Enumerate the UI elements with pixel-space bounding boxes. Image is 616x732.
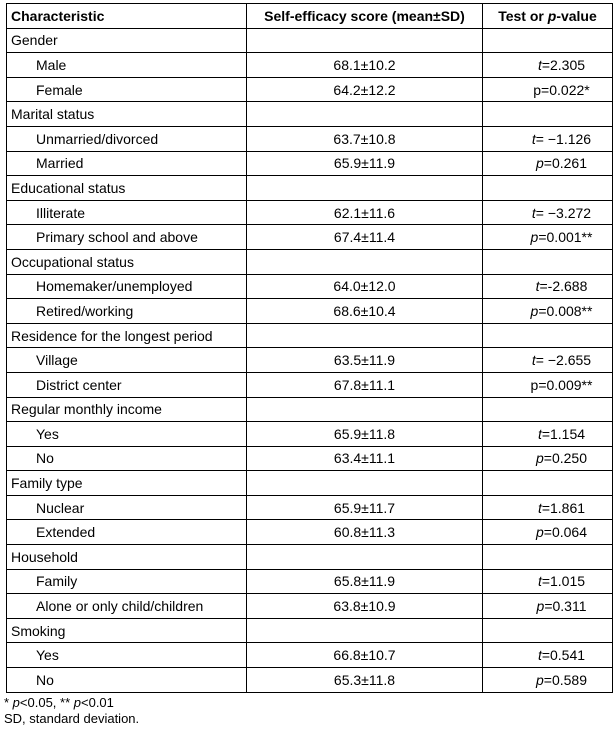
empty-cell (483, 545, 613, 570)
header-characteristic: Characteristic (7, 4, 247, 29)
table-row (7, 594, 613, 619)
empty-cell (247, 618, 483, 643)
test-cell (483, 274, 613, 299)
test-cell (483, 422, 613, 447)
test-value (508, 155, 587, 171)
row-label: Homemaker/unemployed (7, 274, 247, 299)
test-statistic-value: = −3.272 (535, 204, 592, 221)
significance-note: * p<0.05, ** p<0.01 (4, 695, 114, 710)
test-statistic-value: =2.305 (541, 56, 586, 73)
test-statistic-value: p=0.009** (530, 376, 593, 393)
row-label: Married (7, 151, 247, 176)
row-label: Yes (7, 643, 247, 668)
empty-cell (483, 471, 613, 496)
test-value (503, 303, 593, 319)
test-statistic-value: = −2.655 (535, 352, 592, 369)
empty-cell (483, 323, 613, 348)
score-cell: 63.7±10.8 (247, 126, 483, 151)
category-row (7, 323, 613, 348)
test-statistic-symbol: p (535, 524, 544, 541)
table-row (7, 495, 613, 520)
table-row (7, 446, 613, 471)
test-statistic-symbol: t (537, 499, 542, 516)
footnotes (4, 695, 139, 727)
test-statistic-value: =-2.688 (539, 278, 588, 295)
score-cell: 67.8±11.1 (247, 372, 483, 397)
score-cell: 65.9±11.9 (247, 151, 483, 176)
test-cell (483, 200, 613, 225)
test-statistic-symbol: p (535, 450, 544, 467)
results-table (6, 3, 613, 693)
score-cell: 65.3±11.8 (247, 668, 483, 693)
score-cell: 65.9±11.7 (247, 495, 483, 520)
table-row (7, 200, 613, 225)
empty-cell (483, 176, 613, 201)
table-row (7, 126, 613, 151)
test-cell (483, 225, 613, 250)
category-label: Residence for the longest period (7, 323, 247, 348)
score-cell: 65.9±11.8 (247, 422, 483, 447)
test-cell (483, 495, 613, 520)
row-label: Illiterate (7, 200, 247, 225)
test-cell (483, 348, 613, 373)
test-cell (483, 372, 613, 397)
row-label: Female (7, 77, 247, 102)
test-statistic-symbol: t (531, 130, 536, 147)
score-cell: 64.0±12.0 (247, 274, 483, 299)
row-label: Male (7, 53, 247, 78)
test-value (504, 205, 591, 221)
category-label: Family type (7, 471, 247, 496)
score-cell: 68.1±10.2 (247, 53, 483, 78)
empty-cell (483, 102, 613, 127)
table-row (7, 151, 613, 176)
test-value (510, 57, 585, 73)
score-cell: 66.8±10.7 (247, 643, 483, 668)
test-value (510, 573, 585, 589)
table-row (7, 274, 613, 299)
table-row (7, 225, 613, 250)
empty-cell (247, 102, 483, 127)
test-statistic-symbol: p (530, 229, 539, 246)
test-statistic-symbol: t (535, 278, 540, 295)
test-statistic-value: =0.541 (541, 647, 586, 664)
category-label: Smoking (7, 618, 247, 643)
test-cell (483, 643, 613, 668)
sd-note: SD, standard deviation. (4, 711, 140, 726)
category-row (7, 397, 613, 422)
score-cell: 60.8±11.3 (247, 520, 483, 545)
table-row (7, 520, 613, 545)
test-cell (483, 126, 613, 151)
test-statistic-value: =1.861 (541, 499, 586, 516)
test-value (505, 82, 589, 98)
test-statistic-value: =0.589 (543, 671, 587, 688)
test-value (510, 426, 585, 442)
row-label: No (7, 446, 247, 471)
test-value (508, 450, 587, 466)
test-statistic-value: p=0.022* (533, 81, 590, 98)
row-label: Village (7, 348, 247, 373)
test-statistic-symbol: t (537, 56, 542, 73)
score-cell: 68.6±10.4 (247, 299, 483, 324)
empty-cell (247, 397, 483, 422)
score-cell: 65.8±11.9 (247, 569, 483, 594)
category-label: Occupational status (7, 249, 247, 274)
empty-cell (247, 28, 483, 53)
table-row (7, 348, 613, 373)
table-row (7, 77, 613, 102)
row-label: Extended (7, 520, 247, 545)
empty-cell (247, 249, 483, 274)
score-cell: 63.5±11.9 (247, 348, 483, 373)
test-value (510, 647, 585, 663)
table-body (7, 28, 613, 692)
test-value (503, 377, 593, 393)
test-statistic-symbol: t (531, 204, 536, 221)
empty-cell (483, 618, 613, 643)
category-row (7, 545, 613, 570)
test-cell (483, 569, 613, 594)
table-row (7, 372, 613, 397)
category-row (7, 176, 613, 201)
test-statistic-value: =0.001** (538, 229, 593, 246)
table-row (7, 53, 613, 78)
test-statistic-symbol: p (535, 671, 544, 688)
table-row (7, 299, 613, 324)
test-cell (483, 77, 613, 102)
row-label: Yes (7, 422, 247, 447)
test-statistic-symbol: p (530, 302, 539, 319)
test-statistic-symbol: t (537, 647, 542, 664)
empty-cell (483, 249, 613, 274)
test-statistic-value: =0.064 (543, 524, 587, 541)
test-value (508, 524, 587, 540)
test-cell (483, 151, 613, 176)
test-cell (483, 53, 613, 78)
category-row (7, 618, 613, 643)
category-label: Regular monthly income (7, 397, 247, 422)
test-statistic-value: =1.154 (541, 425, 586, 442)
test-cell (483, 299, 613, 324)
test-statistic-value: =0.261 (543, 155, 587, 172)
test-cell (483, 446, 613, 471)
test-statistic-value: =0.250 (543, 450, 587, 467)
row-label: Retired/working (7, 299, 247, 324)
test-statistic-value: =0.008** (538, 302, 593, 319)
header-test: Test or p-value (483, 4, 613, 29)
test-statistic-symbol: t (531, 352, 536, 369)
category-row (7, 471, 613, 496)
test-statistic-value: =1.015 (541, 573, 586, 590)
score-cell: 67.4±11.4 (247, 225, 483, 250)
header-row (7, 4, 613, 29)
category-label: Marital status (7, 102, 247, 127)
row-label: Nuclear (7, 495, 247, 520)
category-row (7, 102, 613, 127)
table-row (7, 569, 613, 594)
empty-cell (247, 471, 483, 496)
row-label: Unmarried/divorced (7, 126, 247, 151)
test-value (508, 672, 587, 688)
test-cell (483, 594, 613, 619)
score-cell: 63.8±10.9 (247, 594, 483, 619)
row-label: No (7, 668, 247, 693)
test-statistic-symbol: p (535, 155, 544, 172)
test-statistic-symbol: p (536, 598, 545, 615)
category-label: Educational status (7, 176, 247, 201)
score-cell: 64.2±12.2 (247, 77, 483, 102)
test-value (509, 598, 587, 614)
empty-cell (483, 397, 613, 422)
table-row (7, 668, 613, 693)
category-row (7, 28, 613, 53)
test-statistic-value: =0.311 (544, 598, 587, 615)
row-label: District center (7, 372, 247, 397)
test-cell (483, 520, 613, 545)
row-label: Alone or only child/children (7, 594, 247, 619)
empty-cell (247, 323, 483, 348)
row-label: Family (7, 569, 247, 594)
test-value (510, 500, 585, 516)
empty-cell (483, 28, 613, 53)
table-row (7, 643, 613, 668)
test-value (504, 352, 591, 368)
test-statistic-symbol: t (537, 573, 542, 590)
test-value (504, 131, 591, 147)
test-statistic-value: = −1.126 (535, 130, 592, 147)
category-row (7, 249, 613, 274)
test-value (508, 278, 588, 294)
category-label: Gender (7, 28, 247, 53)
score-cell: 63.4±11.1 (247, 446, 483, 471)
test-statistic-symbol: t (537, 425, 542, 442)
test-cell (483, 668, 613, 693)
header-score: Self-efficacy score (mean±SD) (247, 4, 483, 29)
test-value (503, 229, 593, 245)
score-cell: 62.1±11.6 (247, 200, 483, 225)
empty-cell (247, 176, 483, 201)
category-label: Household (7, 545, 247, 570)
empty-cell (247, 545, 483, 570)
table-row (7, 422, 613, 447)
row-label: Primary school and above (7, 225, 247, 250)
